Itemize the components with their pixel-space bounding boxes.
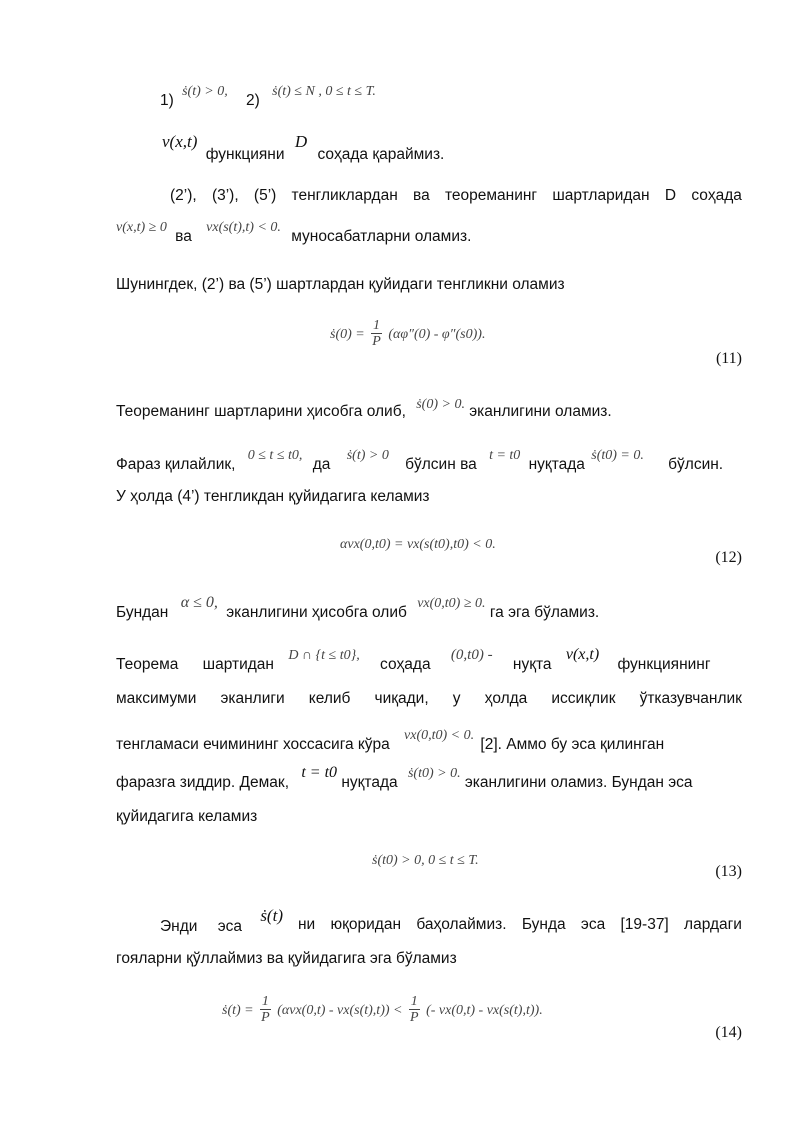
word: шартидан — [202, 656, 274, 673]
equation-label-14: (14) — [715, 1024, 742, 1041]
word: ва — [413, 187, 430, 204]
paragraph-line-16 — [116, 950, 457, 968]
text-bulsin: бўлсин. — [668, 456, 724, 473]
text-shuningdek: Шунингдек, (2’) ва (5’) шартлардан қуйидаги тенгликни оламиз — [116, 276, 565, 293]
math-st0-zero: ṡ(t0) = 0. — [591, 448, 644, 463]
paragraph-line-13 — [116, 764, 693, 791]
word: ҳолда — [484, 690, 528, 707]
word: (3’), — [211, 187, 239, 204]
text-ekanligini-2: эканлигини оламиз. Бундан эса — [464, 774, 693, 791]
eq14-middle: (αvx(0,t) - vx(s(t),t)) < — [277, 1003, 403, 1019]
equation-13: ṡ(t0) > 0, 0 ≤ t ≤ T. — [372, 853, 479, 868]
paragraph-line-8 — [116, 488, 430, 506]
eq11-fraction — [371, 318, 382, 350]
word: ўтказувчанлик — [639, 690, 742, 707]
text-faraz: Фараз қилайлик, — [116, 456, 236, 473]
math-point-0t0: (0,t0) - — [450, 647, 493, 663]
eq14-denominator-1: P — [261, 1010, 270, 1025]
word: функциянинг — [617, 656, 711, 673]
eq14-numerator-1: 1 — [261, 994, 269, 1009]
math-vx0-negative: vx(0,t0) < 0. — [404, 728, 475, 743]
condition-line — [160, 82, 376, 109]
word: Бунда — [521, 916, 566, 933]
paragraph-line-12 — [116, 726, 665, 753]
math-condition-2: ṡ(t) ≤ N , 0 ≤ t ≤ T. — [272, 84, 376, 99]
word: эса — [217, 918, 242, 935]
paragraph-line-15-rest — [298, 916, 742, 934]
paragraph-line-15 — [160, 906, 742, 935]
paragraph-line-11 — [116, 690, 742, 708]
word: баҳолаймиз. — [416, 916, 507, 933]
math-alpha-nonpos: α ≤ 0, — [180, 594, 218, 611]
word: соҳада — [380, 656, 431, 673]
eq14-numerator-2: 1 — [410, 994, 418, 1009]
math-s0-positive: ṡ(0) > 0. — [416, 397, 465, 412]
word: соҳада — [691, 187, 742, 204]
math-st0-positive: ṡ(t0) > 0. — [407, 766, 461, 781]
paragraph-line-4 — [116, 218, 472, 245]
math-vx-negative: vx(s(t),t) < 0. — [206, 220, 281, 235]
text-sohada: соҳада қараймиз. — [317, 146, 445, 163]
word: эканлиги — [220, 690, 285, 707]
eq14-rhs: (- vx(0,t) - vx(s(t),t)). — [426, 1003, 543, 1019]
word: [19-37] — [620, 916, 669, 933]
math-st-upper: ṡ(t) — [260, 906, 283, 925]
word: иссиқлик — [551, 690, 616, 707]
paragraph-line-9 — [116, 594, 600, 621]
text-quyidagiga: қуйидагига келамиз — [116, 808, 258, 825]
text-va: ва — [175, 228, 192, 245]
eq11-denominator: P — [372, 334, 381, 349]
eq14-lhs: ṡ(t) = — [222, 1003, 254, 1019]
paragraph-line-7 — [116, 446, 724, 473]
math-vx0-nonneg: vx(0,t0) ≥ 0. — [417, 596, 486, 611]
eq11-numerator: 1 — [373, 318, 381, 333]
eq11-rhs: (αφ″(0) - φ″(s0)). — [388, 327, 486, 343]
word: келиб — [308, 690, 351, 707]
word: тенгликлардан — [291, 187, 398, 204]
equation-label-12: (12) — [715, 549, 742, 566]
math-D: D — [294, 132, 308, 151]
word: эса — [580, 916, 606, 933]
paragraph-line-3 — [170, 187, 742, 205]
math-v-xt: v(x,t) — [162, 132, 198, 151]
word: чиқади, — [374, 690, 429, 707]
eq14-fraction-2 — [409, 994, 420, 1026]
math-st-positive: ṡ(t) > 0 — [346, 448, 389, 463]
eq14-fraction-1 — [260, 994, 271, 1026]
word: D — [664, 187, 677, 204]
math-v-nonneg: v(x,t) ≥ 0 — [116, 220, 167, 235]
paragraph-line-14 — [116, 808, 257, 826]
math-t-eq-t0-2: t = t0 — [301, 764, 338, 781]
equation-label-11: (11) — [715, 350, 742, 367]
math-t-eq-t0: t = t0 — [489, 448, 521, 463]
math-D-cap: D ∩ {t ≤ t0}, — [288, 648, 360, 663]
paragraph-line-5 — [116, 276, 565, 294]
word: юқоридан — [330, 916, 402, 933]
text-teoremaning: Теореманинг шартларини ҳисобга олиб, — [116, 403, 406, 420]
paragraph-line-10 — [116, 646, 711, 673]
text-u-holda: У ҳолда (4’) тенгликдан қуйидагига келамиз — [116, 488, 430, 505]
eq14-denominator-2: P — [410, 1010, 419, 1025]
word: Энди — [160, 918, 198, 935]
word: (2’), — [170, 187, 197, 204]
math-t-range: 0 ≤ t ≤ t0, — [247, 448, 303, 463]
text-ekanligini: эканлигини оламиз. — [469, 403, 612, 420]
word: лардаги — [684, 916, 742, 933]
text-munosabatlar: муносабатларни оламиз. — [291, 228, 472, 245]
word: (5’) — [253, 187, 277, 204]
text-bundan: Бундан — [116, 604, 169, 621]
math-condition-1: ṡ(t) > 0, — [182, 84, 228, 99]
text-goyalarni: гояларни қўллаймиз ва қуйидагига эга бўламиз — [116, 950, 457, 967]
word: Теорема — [116, 656, 179, 673]
equation-12: αvx(0,t0) = vx(s(t0),t0) < 0. — [340, 537, 496, 552]
text-bulsin-va: бўлсин ва — [405, 456, 477, 473]
paragraph-line-6 — [116, 395, 612, 420]
function-line — [162, 132, 445, 163]
text-tenglamasi: тенгламаси ечимининг хоссасига кўра — [116, 736, 390, 753]
equation-label-13: (13) — [715, 863, 742, 880]
word: максимуми — [116, 690, 197, 707]
word: шартларидан — [552, 187, 650, 204]
word: у — [452, 690, 461, 707]
equation-14 — [222, 994, 543, 1026]
text-funktsiyani: функцияни — [205, 146, 285, 163]
text-farazga: фаразга зиддир. Демак, — [116, 774, 290, 791]
text-da: да — [312, 456, 331, 473]
text-ammo: [2]. Аммо бу эса қилинган — [480, 736, 665, 753]
equation-11 — [330, 318, 485, 350]
math-v-xt-2: v(x,t) — [565, 646, 600, 663]
item-marker-1: 1) — [160, 92, 174, 109]
eq11-lhs: ṡ(0) = — [330, 327, 365, 343]
text-ga-ega: га эга бўламиз. — [489, 604, 600, 621]
word: нуқта — [512, 656, 552, 673]
text-nuqtada-2: нуқтада — [341, 774, 398, 791]
item-marker-2: 2) — [246, 92, 260, 109]
word: ни — [298, 916, 316, 933]
word: теореманинг — [444, 187, 538, 204]
text-nuqtada: нуқтада — [528, 456, 585, 473]
text-hisobga-olib: эканлигини ҳисобга олиб — [226, 604, 407, 621]
